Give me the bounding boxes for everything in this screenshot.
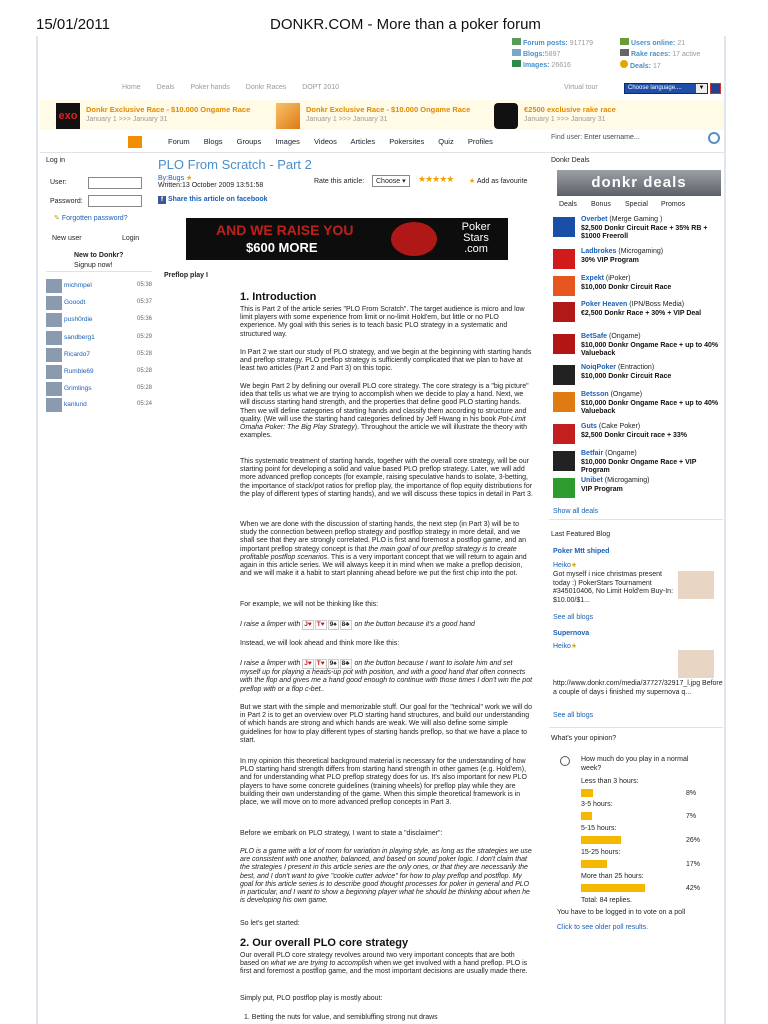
users-online-icon (620, 38, 629, 45)
deal-offer: $2,500 Donkr Circuit Race + 35% RB + $1000 Freeroll (581, 225, 708, 240)
deal-site-name: Ladbrokes (581, 248, 617, 255)
nav-profiles[interactable]: Profiles (467, 137, 493, 146)
online-user-name: Grimlings (64, 385, 92, 392)
pokerstars-banner[interactable] (186, 218, 508, 260)
race-title: Donkr Exclusive Race - $10.000 Ongame Race (306, 105, 471, 114)
author-badge-icon: ★ (186, 175, 193, 182)
deal-network: (IPN/Boss Media) (629, 301, 685, 308)
deal-site-name: Overbet (581, 216, 608, 223)
book-title: Pot-Limit Omaha Poker: The Big Play Strategy (240, 415, 526, 432)
author-name: Heiko (553, 643, 571, 650)
poll-option-label: 15-25 hours: (581, 849, 621, 856)
card-ten-hearts: T♥ (315, 620, 327, 630)
avatar (46, 348, 62, 362)
online-user-time: 05:28 (136, 385, 152, 391)
rate-label: Rate this article: (314, 178, 365, 185)
divider (549, 519, 723, 520)
star-icon: ★ (570, 562, 578, 569)
see-all-blogs-link[interactable]: See all blogs (553, 712, 594, 719)
poll-login-note: You have to be logged in to vote on a poll (557, 909, 686, 916)
topnav-dopt[interactable]: DOPT 2010 (302, 84, 340, 91)
card-eight-clubs: 8♣ (340, 620, 352, 630)
deal-logo-icon (553, 276, 575, 296)
blogs-icon (512, 49, 521, 56)
deal-logo-icon (553, 302, 575, 322)
deal-network: (Ongame) (605, 450, 637, 457)
text: ). Throughout the article we will illustrate the theory with examples. (240, 424, 528, 440)
pokerstars-logo: Poker Stars .com (461, 221, 491, 255)
rating-stars-icon[interactable]: ★★★★★ (418, 174, 454, 184)
divider (40, 152, 724, 153)
blog-photo (678, 571, 714, 599)
login-header: Log in (46, 157, 66, 164)
card-jack-hearts: J♥ (302, 620, 313, 630)
deal-row[interactable] (553, 248, 723, 272)
poll-percentage: 42% (686, 885, 701, 892)
blogs-label: Blogs: (523, 51, 545, 58)
paragraph: Instead, we will look ahead and think more like this: (240, 640, 400, 647)
deal-site-link[interactable] (581, 248, 663, 255)
article-author[interactable] (158, 174, 192, 182)
deal-site-link[interactable] (581, 301, 684, 308)
deal-site-link[interactable] (581, 216, 662, 223)
top-nav (122, 84, 353, 91)
deal-row[interactable] (553, 477, 723, 501)
deal-site-name: Poker Heaven (581, 301, 628, 308)
emphasis: what we are trying to accomplish (270, 960, 373, 968)
add-favourite-link[interactable] (469, 177, 527, 185)
deal-network: (iPoker) (605, 275, 631, 282)
topnav-home[interactable]: Home (122, 84, 141, 91)
text: on the button because I want to isolate him and set myself up for playing a heads-up pot with position, and with a good hand that often connects with the flop and gives me a hand good enough to continue with those times I don't win the pot preflop with or a flop c-bet.. (240, 660, 533, 693)
card-jack-hearts: J♥ (302, 659, 313, 669)
frame-right (724, 36, 726, 1024)
online-user-name: michmpel (64, 282, 92, 289)
quote (240, 620, 534, 630)
poll-percentage: 8% (686, 790, 697, 797)
deals-count: 17 (652, 63, 661, 70)
deal-site-link[interactable] (581, 364, 654, 371)
divider (46, 271, 152, 272)
deal-logo-icon (553, 392, 575, 412)
paragraph: Simply put, PLO postflop play is mostly about: (240, 995, 383, 1002)
online-user-row[interactable] (46, 382, 152, 398)
password-field[interactable] (88, 195, 142, 207)
race-dates: January 1 >>> January 31 (306, 116, 388, 123)
avatar (46, 365, 62, 379)
nav-videos[interactable]: Videos (314, 137, 337, 146)
deal-network: (Ongame) (610, 391, 643, 398)
deal-offer: $10,000 Donkr Circuit Race (581, 373, 672, 380)
topnav-donkr-races[interactable]: Donkr Races (245, 84, 287, 91)
deal-row[interactable] (553, 391, 723, 415)
rate-select[interactable] (372, 175, 410, 187)
race-logo-icon (494, 103, 518, 129)
card-eight-clubs: 8♣ (340, 659, 352, 669)
poll-question: How much do you play in a normal week? (581, 756, 689, 772)
forum-posts-icon (512, 38, 521, 45)
forgot-password-link[interactable] (54, 214, 128, 222)
nav-blogs[interactable]: Blogs (203, 137, 223, 146)
deal-logo-icon (553, 478, 575, 498)
poll-bar (581, 884, 645, 892)
share-label: Share this article on facebook (167, 196, 268, 203)
blog-excerpt: Got myself i nice christmas present today :) PokerStars Tournament #345010406, No Limit Hold'em Buy-In: $10.00/$1... (553, 571, 674, 604)
online-user-time: 05:38 (136, 282, 152, 288)
deal-network: (Merge Gaming ) (609, 216, 663, 223)
race-arrow-icon (276, 103, 300, 129)
site-stats-left (512, 38, 593, 71)
poll-option-label: More than 25 hours: (581, 873, 644, 880)
deal-offer: $10,000 Donkr Ongame Race + up to 40% Valueback (581, 400, 719, 415)
poll-bar (581, 812, 592, 820)
topnav-deals[interactable]: Deals (156, 84, 175, 91)
rake-races-icon (620, 49, 629, 56)
blog-author[interactable] (553, 561, 577, 569)
paragraph: PLO is a game with a lot of room for variation in playing style, as long as the strategies we use are consistent with one another, balanced, and based on sound poker logic. I don't claim that the strategies I present in this article series are the only ones, or that they are necessarily the best, and I don't want to give "cookie cutter advice" for how to play preflop and postflop. My goal for this article series is to describe good thought processes for poker in general and PLO in particular, and I want to show a beginning player what he should be thinking about when he is developing his own game. (240, 848, 532, 905)
paragraph (240, 383, 534, 440)
donkr-logo-icon (128, 136, 142, 148)
deal-row[interactable] (553, 301, 723, 325)
forgot-password-label: Forgotten password? (61, 215, 128, 222)
poll-radio[interactable] (560, 756, 570, 766)
blog-author[interactable] (553, 642, 577, 650)
paragraph: Before we embark on PLO strategy, I want to state a "disclaimer": (240, 830, 443, 837)
virtual-tour-link[interactable]: Virtual tour (564, 84, 598, 91)
deal-network: (Ongame) (609, 333, 641, 340)
race-dates: January 1 >>> January 31 (524, 116, 606, 123)
heading-introduction: 1. Introduction (240, 291, 317, 303)
donkr-deals-logo: donkr deals (557, 170, 721, 196)
deal-offer: 30% VIP Program (581, 257, 639, 264)
deal-site-link[interactable] (581, 450, 637, 457)
text: Our overall PLO core strategy revolves around two very important concepts that are both based on (240, 952, 515, 968)
quote (240, 659, 534, 694)
poll-percentage: 17% (686, 861, 701, 868)
poll-option-label: 3-5 hours: (581, 801, 613, 808)
online-user-time: 05:28 (136, 368, 152, 374)
deal-site-link[interactable] (581, 423, 640, 430)
card-ten-hearts: T♥ (315, 659, 327, 669)
deals-icon (620, 60, 628, 68)
uk-flag-icon[interactable] (710, 83, 721, 94)
card-nine-spades: 9♠ (328, 620, 339, 630)
paragraph: This is Part 2 of the article series "PLO From Scratch". The target audience is micro and low limit players with some experience from limit or no-limit Hold'em, but little or no PLO experience. My goal with this series is to teach basic PLO strategy in a systematic and structured way. (240, 306, 525, 338)
deal-site-name: Betsson (581, 391, 609, 398)
deal-row[interactable] (553, 275, 723, 299)
avatar (46, 313, 62, 327)
username-field[interactable] (88, 177, 142, 189)
text: I raise a limper with (240, 621, 301, 628)
race-dates: January 1 >>> January 31 (86, 116, 168, 123)
online-user-name: Gooodt (64, 299, 86, 306)
poll-bar (581, 860, 607, 868)
deal-offer: €2,500 Donkr Race + 30% + VIP Deal (581, 310, 702, 317)
paragraph: In my opinion this theoretical background material is necessary for the understanding of how PLO starting hand strength differs from starting hand strength in other games (e.g. Hold'em), and for understanding what PLO preflop strategy does for us. It's also important for new PLO players to have some concrete guidelines (training wheels) for preflop play while they are building their own understanding of the game. When this simple theoretical framework is in place, we will move on to more advanced preflop concepts in Part 3. (240, 758, 527, 807)
text: We begin Part 2 by defining our overall PLO core strategy. The core strategy is a "big picture" idea that tells us what we are trying to accomplish when we decide to play a hand. Next, we will discuss starting hand strength, and the properties that define good PLO starting hands. Then we will define categories of starting hands and classify them according to structure and quality. (We will use the starting hand categories defined by Jeff Hwang in his book (240, 383, 529, 423)
paragraph: For example, we will not be thinking like this: (240, 601, 379, 608)
race-title: €2500 exclusive rake race (524, 105, 616, 114)
paragraph: But we start with the simple and memorizable stuff. Our goal for the "technical" work we will do in Part 2 is to get an overview over PLO starting hand structures, and build our understanding of which hands are strong and which hands are weak. We will also define some simple guidelines for how to play different types of starting hands preflop, so that we have a place to start. (240, 704, 532, 744)
nav-articles[interactable]: Articles (350, 137, 376, 146)
deal-site-link[interactable] (581, 477, 649, 484)
chevron-down-icon: ▾ (402, 178, 406, 185)
text: I raise a limper with (240, 660, 301, 667)
nav-images[interactable]: Images (275, 137, 300, 146)
online-user-row[interactable] (46, 331, 152, 347)
banner-line1: AND WE RAISE YOU (216, 222, 354, 238)
deal-network: (Microgaming) (618, 248, 664, 255)
older-poll-results-link[interactable]: Click to see older poll results. (557, 924, 649, 931)
list-item: 1. Betting the nuts for value, and semibluffing strong nut draws (244, 1014, 438, 1021)
avatar (46, 398, 62, 412)
find-user-label: Find user: (551, 134, 583, 141)
online-user-time: 05:28 (136, 351, 152, 357)
banner-line2: $600 MORE (246, 240, 318, 255)
language-select[interactable] (624, 83, 708, 94)
share-facebook-link[interactable] (158, 196, 268, 204)
images-count: 26616 (551, 62, 571, 69)
poll-header: What's your opinion? (551, 735, 617, 742)
frame-left (36, 36, 38, 1024)
deal-logo-icon (553, 424, 575, 444)
deal-site-link[interactable] (581, 333, 641, 340)
deal-logo-icon (553, 451, 575, 471)
find-user (551, 134, 640, 141)
deal-network: (Microgaming) (604, 477, 650, 484)
deal-offer: $10,000 Donkr Circuit Race (581, 284, 672, 291)
rate-select-value: Choose (376, 178, 401, 185)
deal-logo-icon (553, 249, 575, 269)
deal-row[interactable] (553, 364, 723, 388)
signup-link[interactable]: Signup now! (74, 262, 113, 269)
deal-row[interactable] (553, 216, 723, 240)
star-icon: ★ (469, 178, 476, 185)
star-icon: ★ (570, 643, 578, 650)
tab-special[interactable]: Special (625, 201, 648, 208)
chevron-down-icon: ▼ (696, 84, 707, 93)
text: . This is a very important concept that we will return to again and again in this article series. We will always keep it in mind when we make a preflop decision, and we will make it a habit to start planning ahead before we put the first chip into the pot. (240, 553, 527, 578)
online-user-row[interactable] (46, 313, 152, 329)
card-nine-spades: 9♠ (328, 659, 339, 669)
deal-site-name: Expekt (581, 275, 604, 282)
deal-site-name: Guts (581, 423, 597, 430)
deal-row[interactable] (553, 450, 723, 474)
topnav-poker-hands[interactable]: Poker hands (190, 84, 230, 91)
deal-site-link[interactable] (581, 391, 642, 398)
divider (549, 727, 723, 728)
deal-row[interactable] (553, 423, 723, 447)
deal-site-name: NoiqPoker (581, 364, 617, 371)
facebook-icon: f (158, 196, 166, 204)
deal-offer: $10,000 Donkr Ongame Race + VIP Program (581, 459, 697, 474)
article-title: PLO From Scratch - Part 2 (158, 157, 312, 172)
favourite-label: Add as favourite (476, 178, 528, 185)
poll-percentage: 7% (686, 813, 697, 820)
online-user-row[interactable] (46, 296, 152, 312)
online-user-name: Ricardo7 (64, 351, 91, 358)
avatar (46, 331, 62, 345)
online-user-row[interactable] (46, 365, 152, 381)
tab-deals[interactable]: Deals (559, 201, 577, 208)
deal-network: (Entraction) (617, 364, 655, 371)
poll-percentage: 26% (686, 837, 701, 844)
avatar (46, 296, 62, 310)
deal-offer: VIP Program (581, 486, 623, 493)
nav-quiz[interactable]: Quiz (438, 137, 454, 146)
blog-title[interactable]: Poker Mtt shiped (553, 548, 610, 555)
rake-races-label: Rake races: (631, 51, 671, 58)
avatar (46, 279, 62, 293)
deals-header: Donkr Deals (551, 157, 590, 164)
show-all-deals-link[interactable]: Show all deals (553, 508, 599, 515)
deal-site-name: Betfair (581, 450, 604, 457)
avatar (46, 382, 62, 396)
text: on the button because it's a good hand (354, 621, 475, 628)
new-to-donkr: New to Donkr? (74, 252, 124, 259)
online-user-row[interactable] (46, 398, 152, 414)
featured-blog-header: Last Featured Blog (551, 531, 611, 538)
paragraph (240, 952, 534, 977)
site-stats-right (620, 38, 700, 72)
text: when we get involved with a hand preflop. PLO is first and foremost a postflop game, and the most important decisions are usually made there. (240, 960, 528, 976)
article-section-heading: Preflop play I (164, 272, 208, 279)
online-user-row[interactable] (46, 279, 152, 295)
poll-bar (581, 836, 621, 844)
online-user-name: sandberg1 (64, 334, 95, 341)
key-icon: ✎ (54, 215, 60, 222)
exo-logo-icon: exo (56, 103, 80, 129)
race-title: Donkr Exclusive Race - $10.000 Ongame Race (86, 105, 251, 114)
tab-promos[interactable]: Promos (661, 201, 686, 208)
paragraph: This systematic treatment of starting hands, together with the overall core strategy, will be our starting point for developing a solid and value based PLO preflop strategy. Later, we will add more advanced preflop concepts (for example, raising speculative hands to isolate, 3-betting, the importance of stack/pot ratios for preflop play, the importance of flop equity distributions for the play of different types of starting hands), and we will discuss these topics in detail in Part 3. (240, 458, 533, 498)
author-name: By:Bugs (158, 175, 185, 182)
text: When we are done with the discussion of starting hands, the next step (in Part 3) will be to study the connection between preflop strategy and postflop strategy in more detail, and we shall see that they are strongly correlated. PLO is first and foremost a postflop game, and an important preflop strategy concept is that (240, 521, 526, 553)
page-date: 15/01/2011 (36, 16, 110, 33)
poll-total: Total: 84 replies. (581, 897, 632, 904)
nav-pokersites[interactable]: Pokersites (389, 137, 425, 146)
blog-photo (678, 650, 714, 678)
deal-logo-icon (553, 217, 575, 237)
blogs-count: 5897 (544, 51, 561, 58)
see-all-blogs-link[interactable]: See all blogs (553, 614, 594, 621)
search-icon[interactable] (708, 132, 720, 144)
author-name: Heiko (553, 562, 571, 569)
online-user-name: kanlund (64, 401, 87, 408)
find-user-input[interactable]: Enter username... (584, 134, 640, 141)
users-online-count: 21 (677, 40, 686, 47)
images-label: Images: (523, 62, 550, 69)
deal-offer: $2,500 Donkr Circuit race + 33% (581, 432, 688, 439)
user-label: User: (50, 179, 67, 186)
deal-site-name: BetSafe (581, 333, 608, 340)
rake-races-count: 17 active (672, 51, 701, 58)
nav-forum[interactable]: Forum (168, 137, 190, 146)
deal-logo-icon (553, 334, 575, 354)
blog-title[interactable]: Supernova (553, 630, 590, 637)
deal-offer: $10,000 Donkr Ongame Race + up to 40% Valueback (581, 342, 719, 357)
online-user-name: Rumble69 (64, 368, 94, 375)
nav-groups[interactable]: Groups (236, 137, 262, 146)
online-user-row[interactable] (46, 348, 152, 364)
images-icon (512, 60, 521, 67)
tab-bonus[interactable]: Bonus (591, 201, 611, 208)
article-date: Written:13 October 2009 13:51:58 (158, 182, 264, 189)
online-user-time: 05:29 (136, 334, 152, 340)
deal-network: (Cake Poker) (598, 423, 641, 430)
deal-site-name: Unibet (581, 477, 603, 484)
login-button[interactable]: Login (122, 235, 140, 242)
emphasis: the main goal of our preflop strategy is to create profitable postflop scenarios (240, 545, 517, 561)
deal-site-link[interactable] (581, 275, 630, 282)
paragraph: In Part 2 we start our study of PLO strategy, and we begin at the beginning with starting hands and preflop strategy. PLO preflop strategy is sufficiently complicated that we plan to have at least two articles (Part 2 and Part 3) on this topic. (240, 349, 532, 373)
online-user-name: push0rdie (64, 316, 93, 323)
deals-label: Deals: (630, 63, 652, 70)
forum-posts-count: 917179 (569, 40, 594, 47)
online-user-time: 05:36 (136, 316, 152, 322)
password-label: Password: (50, 198, 83, 205)
poll-option-label: 5-15 hours: (581, 825, 617, 832)
blog-excerpt: http://www.donkr.com/media/37727/32917_l.jpg Before a couple of days i finished my supernova q... (553, 680, 723, 696)
new-user-button[interactable]: New user (52, 235, 82, 242)
paragraph (240, 521, 534, 578)
online-user-time: 05:24 (136, 401, 152, 407)
users-online-label: Users online: (631, 40, 676, 47)
online-user-time: 05:37 (136, 299, 152, 305)
poll-bar (581, 789, 593, 797)
chips-icon (391, 222, 437, 256)
page-title: DONKR.COM - More than a poker forum (270, 16, 541, 33)
deal-logo-icon (553, 365, 575, 385)
heading-core-strategy: 2. Our overall PLO core strategy (240, 937, 409, 949)
forum-posts-label: Forum posts: (523, 40, 568, 47)
poll-option-label: Less than 3 hours: (581, 778, 639, 785)
paragraph: So let's get started: (240, 920, 300, 927)
language-value: Choose language.... (628, 85, 682, 91)
deal-row[interactable] (553, 333, 723, 357)
